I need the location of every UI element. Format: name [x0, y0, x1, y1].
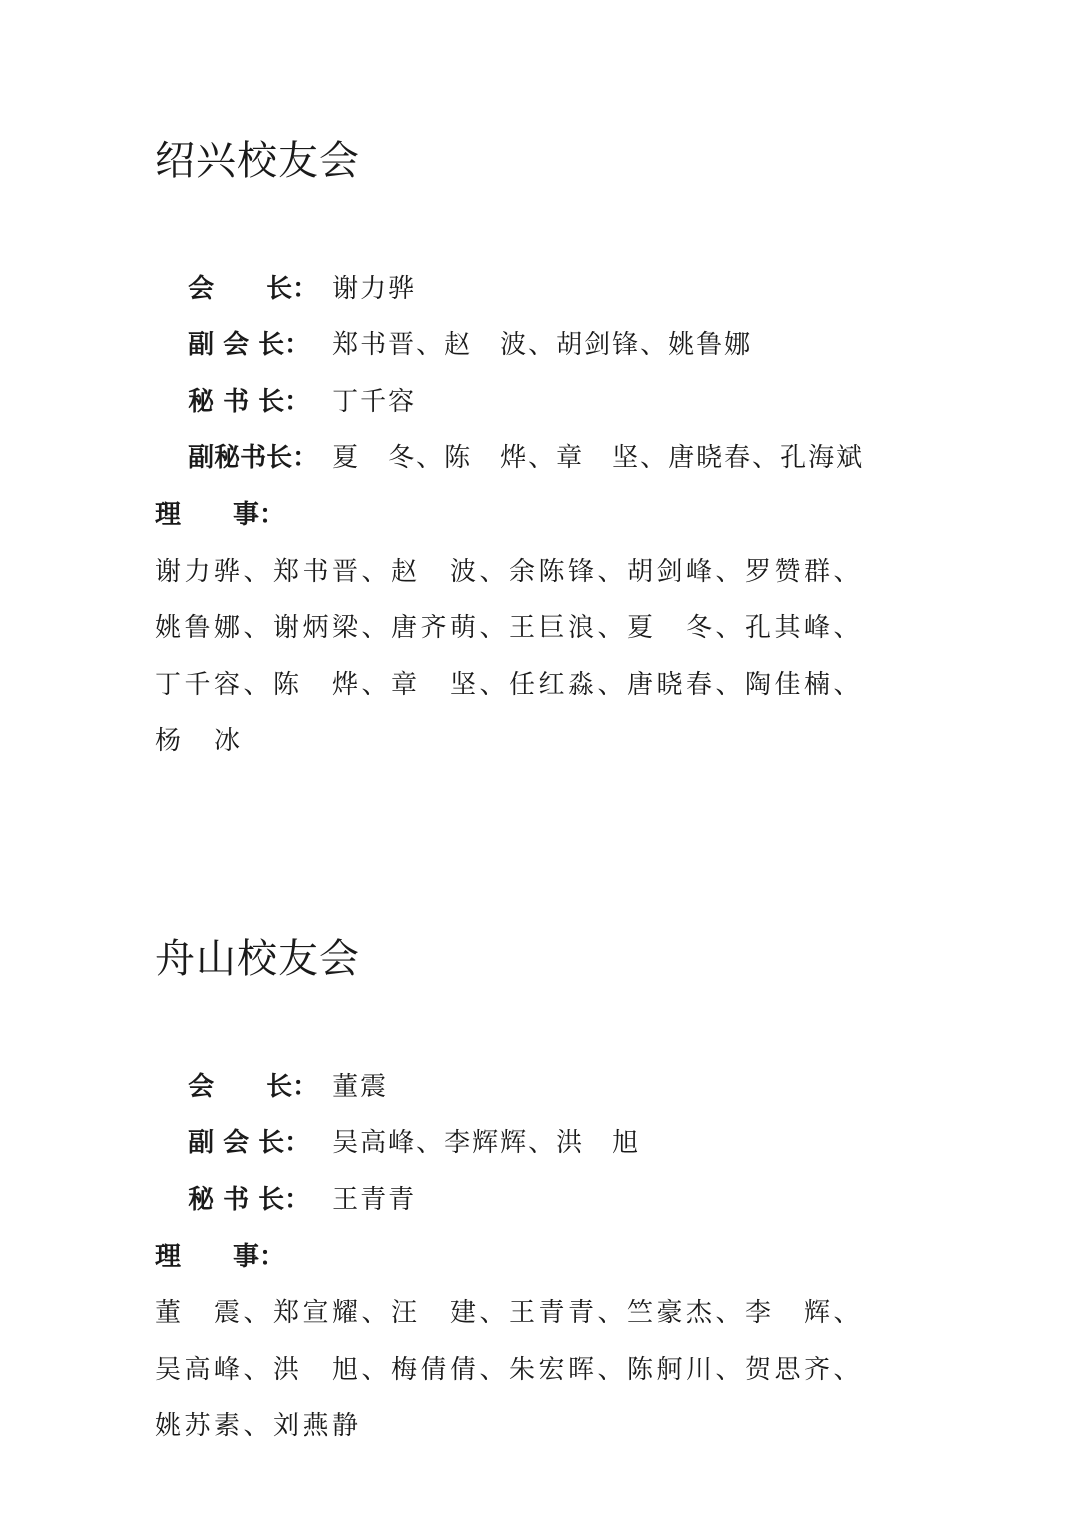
officer-row-president — [155, 1002, 915, 1102]
directors-line: 杨 冰 — [155, 726, 244, 756]
shaoxing-alumni-section — [155, 132, 915, 770]
directors-line: 姚鲁娜、谢炳梁、唐齐萌、王巨浪、夏 冬、孔其峰、 — [155, 613, 864, 643]
officer-role: 会 长： — [188, 273, 319, 304]
directors-heading: 理 事： — [155, 500, 286, 530]
officer-role: 副 会 长： — [188, 330, 311, 360]
directors-line: 丁千容、陈 烨、章 坚、任红淼、唐晓春、陶佳楠、 — [155, 669, 864, 700]
officer-row-president — [155, 204, 915, 304]
officer-names: 王青青 — [332, 1184, 417, 1215]
section-title: 舟山校友会 — [155, 936, 360, 982]
directors-heading: 理 事： — [155, 1241, 286, 1272]
officer-names: 谢力骅 — [332, 273, 417, 304]
zhoushan-alumni-section — [155, 930, 915, 1455]
officer-names: 夏 冬、陈 烨、章 坚、唐晓春、孔海斌 — [332, 443, 865, 473]
officer-role: 会 长： — [188, 1071, 319, 1102]
directors-line: 姚苏素、刘燕静 — [155, 1411, 362, 1441]
officer-names: 董震 — [332, 1071, 389, 1102]
officer-names: 丁千容 — [332, 386, 417, 417]
officer-names: 郑书晋、赵 波、胡剑锋、姚鲁娜 — [332, 330, 753, 360]
directors-line: 吴高峰、洪 旭、梅倩倩、朱宏晖、陈舸川、贺思齐、 — [155, 1354, 864, 1385]
officer-names: 吴高峰、李辉辉、洪 旭 — [332, 1128, 641, 1158]
directors-line: 谢力骅、郑书晋、赵 波、余陈锋、胡剑峰、罗赞群、 — [155, 556, 864, 587]
officer-role: 副 会 长： — [188, 1128, 311, 1158]
officer-role: 秘 书 长： — [188, 1184, 311, 1215]
section-title: 绍兴校友会 — [155, 138, 360, 184]
officer-role: 副秘书长： — [188, 443, 319, 473]
directors-line: 董 震、郑宣耀、汪 建、王青青、竺豪杰、李 辉、 — [155, 1298, 864, 1328]
officer-role: 秘 书 长： — [188, 386, 311, 417]
